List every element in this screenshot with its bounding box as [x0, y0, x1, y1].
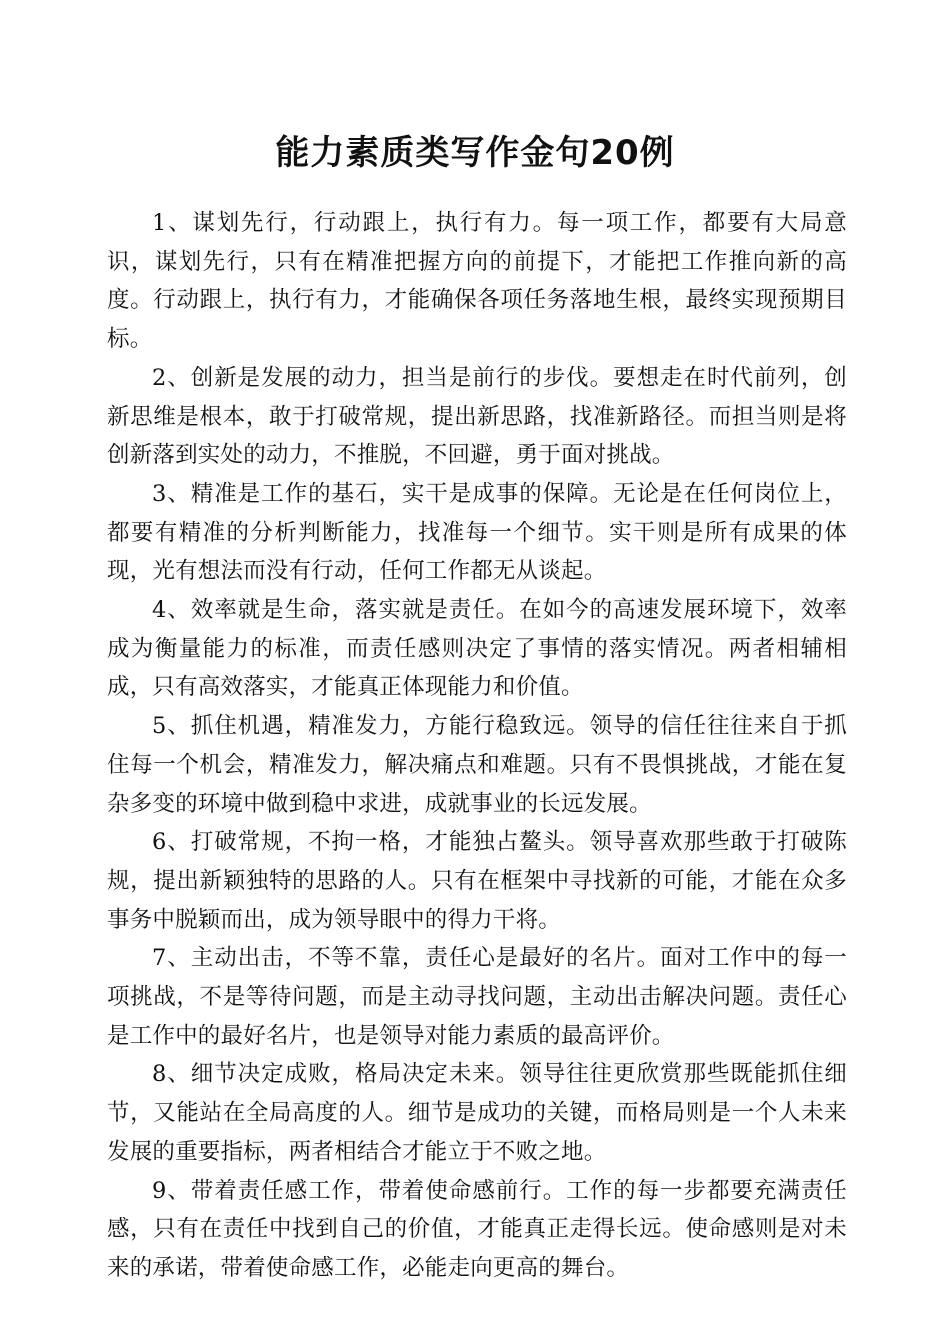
paragraph-7: 7、主动出击，不等不靠，责任心是最好的名片。面对工作中的每一项挑战，不是等待问题，而是主动寻找问题，主动出击解决问题。责任心是工作中的最好名片，也是领导对能力素质的最高评价。: [107, 945, 847, 1049]
paragraph-8: 8、细节决定成败，格局决定未来。领导往往更欣赏那些既能抓住细节，又能站在全局高度的人。细节是成功的关键，而格局则是一个人未来发展的重要指标，两者相结合才能立于不败之地。: [107, 1061, 847, 1165]
paragraph-5: 5、抓住机遇，精准发力，方能行稳致远。领导的信任往往来自于抓住每一个机会，精准发力，解决痛点和难题。只有不畏惧挑战，才能在复杂多变的环境中做到稳中求进，成就事业的长远发展。: [107, 713, 847, 817]
document-body: [107, 204, 847, 1288]
paragraph-1: 1、谋划先行，行动跟上，执行有力。每一项工作，都要有大局意识，谋划先行，只有在精准把握方向的前提下，才能把工作推向新的高度。行动跟上，执行有力，才能确保各项任务落地生根，最终实现预期目标。: [107, 210, 847, 353]
paragraph-4: 4、效率就是生命，落实就是责任。在如今的高速发展环境下，效率成为衡量能力的标准，而责任感则决定了事情的落实情况。两者相辅相成，只有高效落实，才能真正体现能力和价值。: [107, 597, 847, 701]
paragraph-2: 2、创新是发展的动力，担当是前行的步伐。要想走在时代前列，创新思维是根本，敢于打破常规，提出新思路，找准新路径。而担当则是将创新落到实处的动力，不推脱，不回避，勇于面对挑战。: [107, 364, 847, 469]
paragraph-3: 3、精准是工作的基石，实干是成事的保障。无论是在任何岗位上，都要有精准的分析判断能力，找准每一个细节。实干则是所有成果的体现，光有想法而没有行动，任何工作都无从谈起。: [107, 480, 847, 585]
page-title: 能力素质类写作金句20例: [275, 133, 675, 173]
paragraph-9: 9、带着责任感工作，带着使命感前行。工作的每一步都要充满责任感，只有在责任中找到自己的价值，才能真正走得长远。使命感则是对未来的承诺，带着使命感工作，必能走向更高的舞台。: [107, 1177, 847, 1281]
paragraph-6: 6、打破常规，不拘一格，才能独占鳌头。领导喜欢那些敢于打破陈规，提出新颖独特的思路的人。只有在框架中寻找新的可能，才能在众多事务中脱颖而出，成为领导眼中的得力干将。: [107, 829, 847, 933]
